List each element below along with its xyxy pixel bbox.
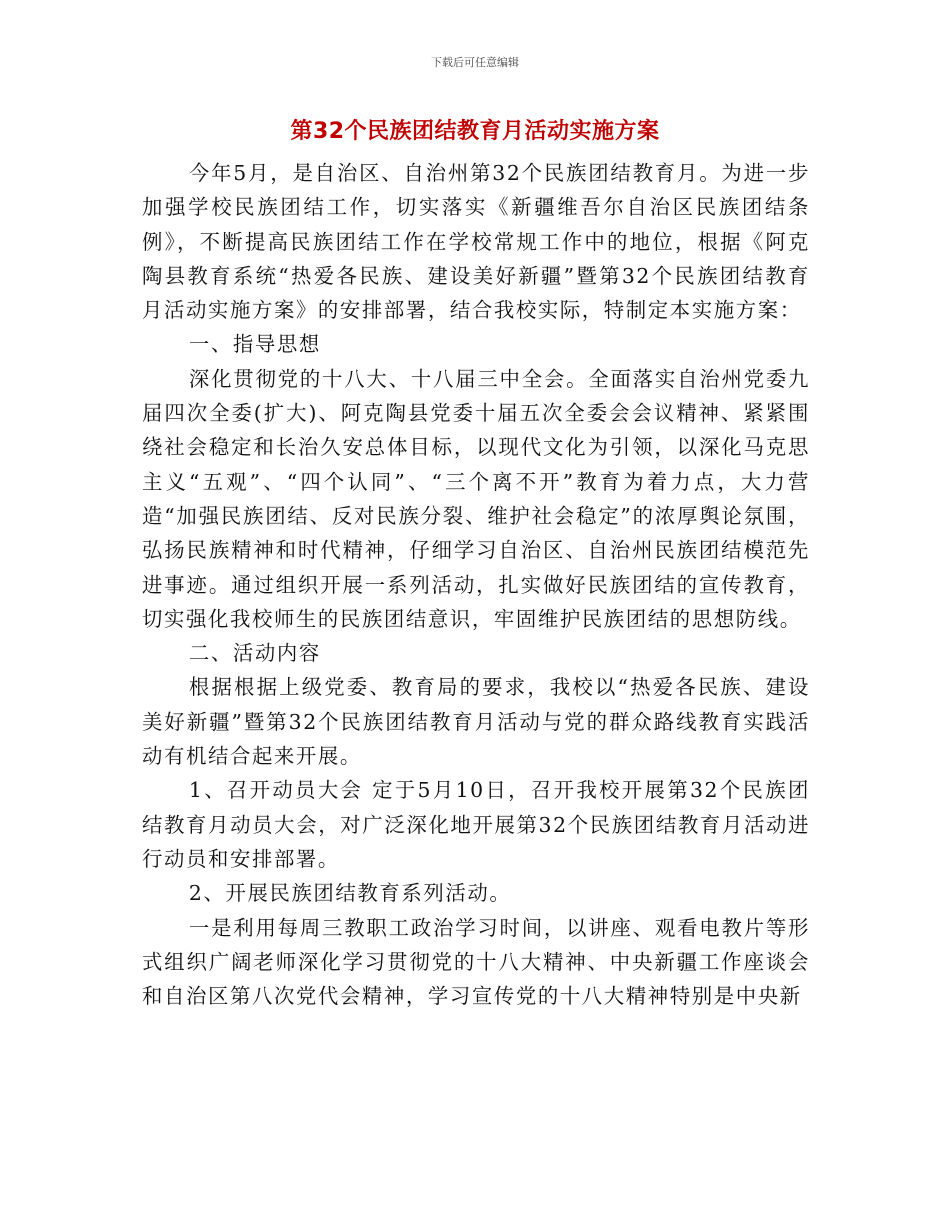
document-title: 第32个民族团结教育月活动实施方案 — [290, 119, 660, 144]
subheading-education-activities: 2、开展民族团结教育系列活动。 — [188, 881, 512, 906]
paragraph-mobilization-meeting: 1、召开动员大会 定于5月10日，召开我校开展第32个民族团结教育月动员大会，对广泛深化地开展第32个民族团结教育月活动进行动员和安排部署。 — [142, 778, 810, 871]
paragraph-weekly-study: 一是利用每周三教职工政治学习时间，以讲座、观看电教片等形式组织广阔老师深化学习贯彻党的十八大精神、中央新疆工作座谈会和自治区第八次党代会精神，学习宣传党的十八大精神特别是中央新 — [142, 915, 810, 1009]
document-body — [142, 156, 810, 1013]
paragraph-activity-content: 根据根据上级党委、教育局的要求，我校以“热爱各民族、建设美好新疆”暨第32个民族团结教育月活动与党的群众路线教育实践活动有机结合起来开展。 — [142, 675, 810, 769]
section-heading-activity-content: 二、活动内容 — [188, 641, 321, 666]
paragraph-guiding-ideology: 深化贯彻党的十八大、十八届三中全会。全面落实自治州党委九届四次全委(扩大)、阿克陶县党委十届五次全委会会议精神、紧紧围绕社会稳定和长治久安总体目标，以现代文化为引领，以深化马克思主义“五观”、“四个认同”、“三个离不开”教育为着力点，大力营造“加强民族团结、反对民族分裂、维护社会稳定”的浓厚舆论氛围，弘扬民族精神和时代精神，仔细学习自治区、自治州民族团结模范先进事迹。通过组织开展一系列活动，扎实做好民族团结的宣传教育，切实强化我校师生的民族团结意识，牢固维护民族团结的思想防线。 — [142, 366, 810, 631]
header-note: 下载后可任意编辑 — [431, 56, 519, 69]
section-heading-guiding-ideology: 一、指导思想 — [188, 332, 321, 357]
paragraph-intro: 今年5月，是自治区、自治州第32个民族团结教育月。为进一步加强学校民族团结工作，切实落实《新疆维吾尔自治区民族团结条例》，不断提高民族团结工作在学校常规工作中的地位，根据《阿克陶县教育系统“热爱各民族、建设美好新疆”暨第32个民族团结教育月活动实施方案》的安排部署，结合我校实际，特制定本实施方案： — [142, 161, 810, 323]
